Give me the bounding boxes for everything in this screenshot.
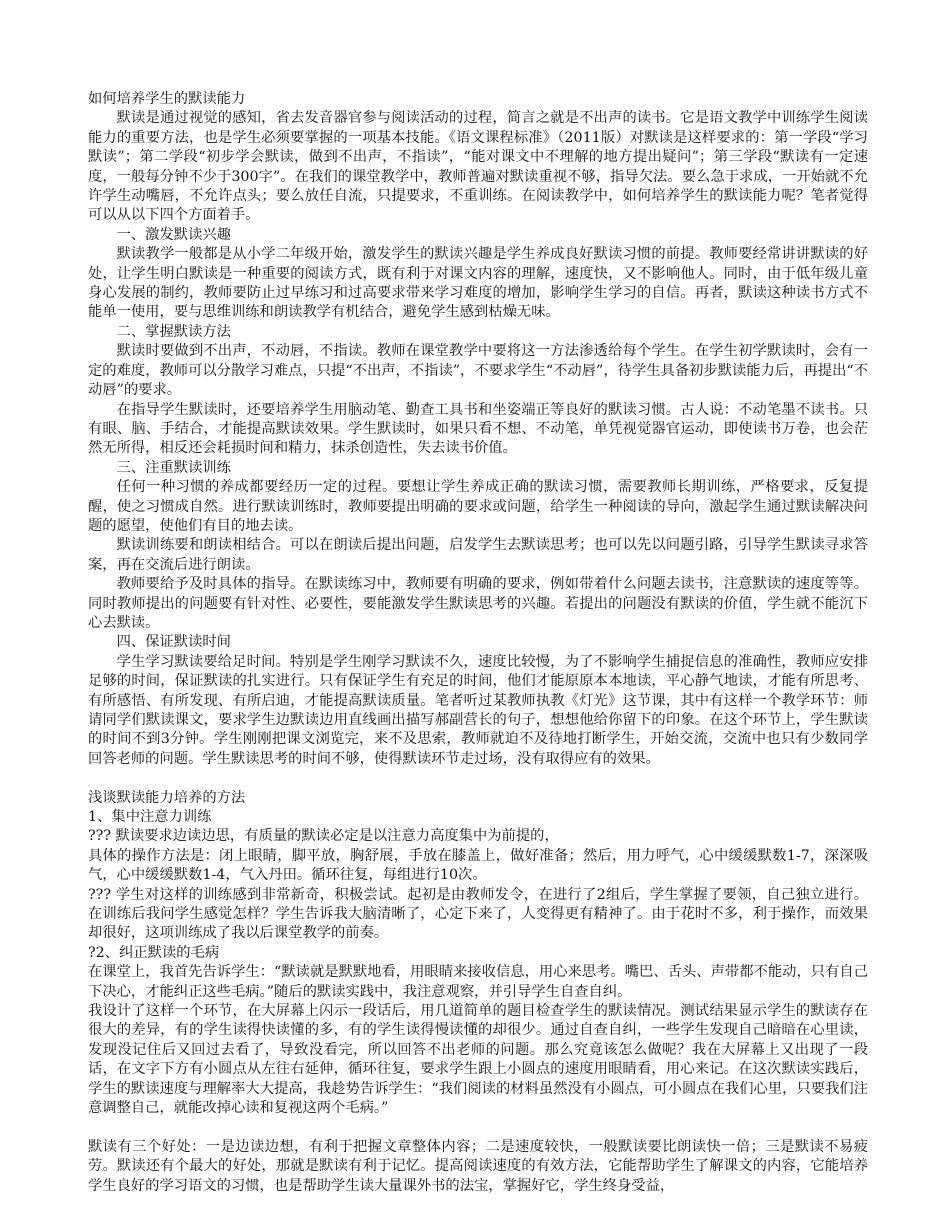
article-intro: 默读是通过视觉的感知，省去发音器官参与阅读活动的过程，简言之就是不出声的读书。它是语文教学中训练学生阅读能力的重要方法，也是学生必须要掌握的一项基本技能。《语文课程标准》（2011版）对默读是这样要求的：第一学段“学习默读”；第二学段“初步学会默读，做到不出声，不指读”，“能对课文中不理解的地方提出疑问”；第三学段“默读有一定速度，一般每分钟不少于300字”。在我们的课堂教学中，教师普遍对默读重视不够，指导欠法。要么急于求成，一开始就不允许学生动嘴唇，不允许点头；要么放任自流，只提要求，不重训练。在阅读教学中，如何培养学生的默读能力呢？笔者觉得可以从以下四个方面着手。 (88, 110, 868, 224)
section-3-paragraph-2: 默读训练要和朗读相结合。可以在朗读后提出问题，启发学生去默读思考；也可以先以问题引路，引导学生默读寻求答案，再在交流后进行朗读。 (88, 537, 868, 573)
section-1-paragraph-1: 默读教学一般都是从小学二年级开始，激发学生的默读兴趣是学生养成良好默读习惯的前提。教师要经常讲讲默读的好处，让学生明白默读是一种重要的阅读方式，既有利于对课文内容的理解，速度快，又不影响他人。同时，由于低年级儿童身心发展的制约，教师要防止过早练习和过高要求带来学习难度的增加，影响学生学习的自信。再者，默读这种读书方式不能单一使用，要与思维训练和朗读教学有机结合，避免学生感到枯燥无味。 (88, 246, 868, 321)
section-3-paragraph-3: 教师要给予及时具体的指导。在默读练习中，教师要有明确的要求，例如带着什么问题去读书，注意默读的速度等等。同时教师提出的问题要有针对性、必要性，要能激发学生默读思考的兴趣。若提出的问题没有默读的价值，学生就不能沉下心去默读。 (88, 576, 868, 631)
blank-line (88, 769, 868, 788)
article-2-paragraph-1: ??? 默读要求边读边思，有质量的默读必定是以注意力高度集中为前提的， (88, 828, 559, 845)
article-2-paragraph-3: ??? 学生对这样的训练感到非常新奇，积极尝试。起初是由教师发令，在进行了2组后，学生掌握了要领，自己独立进行。在训练后我问学生感觉怎样？学生告诉我大脑清晰了，心定下来了，人变得更有精神了。由于花时不多，利于操作，而效果却很好，这项训练成了我以后课堂教学的前奏。 (88, 886, 868, 942)
article-2-paragraph-2: 具体的操作方法是：闭上眼睛，脚平放，胸舒展，手放在膝盖上，做好准备；然后，用力呼气，心中缓缓默数1-7，深深吸气，心中缓缓默数1-4，气入丹田。循环往复，每组进行10次。 (88, 847, 868, 884)
section-4-paragraph-1: 学生学习默读要给足时间。特别是学生刚学习默读不久，速度比较慢，为了不影响学生捕捉信息的准确性，教师应安排足够的时间，保证默读的扎实进行。只有保证学生有充足的时间，他们才能原原本本地读，平心静气地读，才能有所思考、有所感悟、有所发现、有所启迪，才能提高默读质量。笔者听过某教师执教《灯光》这节课，其中有这样一个教学环节：师请同学们默读课文，要求学生边默读边用直线画出描写郝副营长的句子，想想他给你留下的印象。在这个环节上，学生默读的时间不到3分钟。学生刚刚把课文浏览完，来不及思索，教师就迫不及待地打断学生，开始交流，交流中也只有少数同学回答老师的问题。学生默读思考的时间不够，使得默读环节走过场，没有取得应有的效果。 (88, 653, 868, 767)
section-heading-3: 三、注重默读训练 (116, 459, 231, 476)
article-title: 如何培养学生的默读能力 (88, 91, 246, 107)
article-2-heading-1: 1、集中注意力训练 (88, 809, 212, 826)
article-2-paragraph-4: 在课堂上，我首先告诉学生：“默读就是默默地看，用眼睛来接收信息，用心来思考。嘴巴、舌头、声带都不能动，只有自己下决心，才能纠正这些毛病。”随后的默读实践中，我注意观察，并引导学生自查自纠。 (88, 964, 868, 1000)
article-2-title: 浅谈默读能力培养的方法 (88, 789, 246, 806)
section-heading-1: 一、激发默读兴趣 (116, 226, 231, 243)
section-heading-2: 二、掌握默读方法 (116, 323, 231, 340)
article-2-paragraph-5: 我设计了这样一个环节，在大屏幕上闪示一段话后，用几道简单的题目检查学生的默读情况。测试结果显示学生的默读存在很大的差异，有的学生读得快读懂的多，有的学生读得慢读懂的却很少。通过自查自纠，一些学生发现自己暗暗在心里读，发现没记住后又回过去看了，导致没看完，所以回答不出老师的问题。那么究竟该怎么做呢？我在大屏幕上又出现了一段话，在文字下方有小圆点从左往右延伸，循环往复，要求学生跟上小圆点的速度用眼睛看，用心来记。在这次默读实践后，学生的默读速度与理解率大大提高，我趁势告诉学生：“我们阅读的材料虽然没有小圆点，可小圆点在我们心里，只要我们注意调整自己，就能改掉心读和复视这两个毛病。” (88, 1003, 868, 1117)
section-3-paragraph-1: 任何一种习惯的养成都要经历一定的过程。要想让学生养成正确的默读习惯，需要教师长期训练，严格要求，反复提醒，使之习惯成自然。进行默读训练时，教师要提出明确的要求或问题，给学生一种阅读的导向，激起学生通过默读解决问题的愿望，使他们有目的地去读。 (88, 479, 868, 534)
document-page (88, 90, 868, 1196)
article-2-heading-2: ?2、纠正默读的毛病 (88, 944, 220, 961)
section-2-paragraph-2: 在指导学生默读时，还要培养学生用脑动笔、勤查工具书和坐姿端正等良好的默读习惯。古人说：不动笔墨不读书。只有眼、脑、手结合，才能提高默读效果。学生默读时，如果只看不想、不动笔，单凭视觉器官运动，即使读书万卷，也会茫然无所得，相反还会耗损时间和精力，抹杀创造性，失去读书价值。 (88, 401, 868, 457)
section-2-paragraph-1: 默读时要做到不出声，不动唇，不指读。教师在课堂教学中要将这一方法渗透给每个学生。在学生初学默读时，会有一定的难度，教师可以分散学习难点，只提“不出声，不指读”，不要求学生“不动唇”，待学生具备初步默读能力后，再提出“不动唇”的要求。 (88, 343, 868, 399)
blank-line (88, 1119, 868, 1138)
section-heading-4: 四、保证默读时间 (116, 634, 231, 651)
article-2-paragraph-6: 默读有三个好处：一是边读边想，有利于把握文章整体内容；二是速度较快，一般默读要比朗读快一倍；三是默读不易疲劳。默读还有个最大的好处，那就是默读有利于记忆。提高阅读速度的有效方法，它能帮助学生了解课文的内容，它能培养学生良好的学习语文的习惯，也是帮助学生读大量课外书的法宝，掌握好它，学生终身受益， (88, 1138, 868, 1194)
